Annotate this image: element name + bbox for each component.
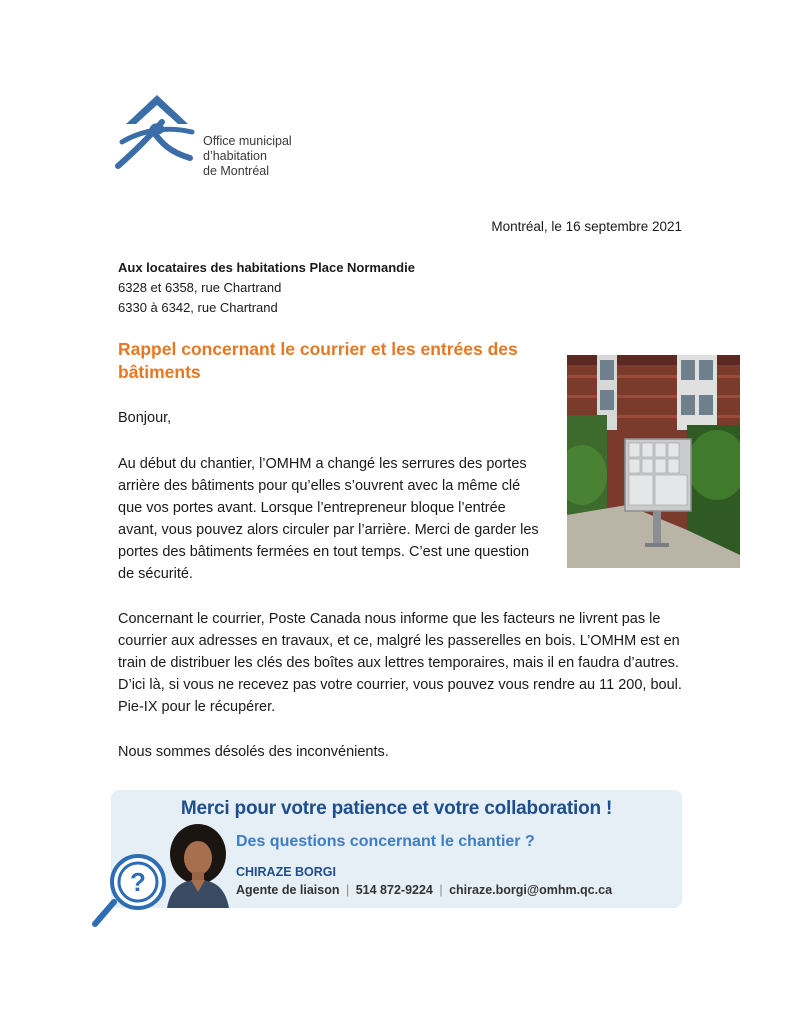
address-block bbox=[118, 258, 415, 318]
banner-title: Merci pour votre patience et votre collaboration ! bbox=[180, 798, 613, 819]
separator: | bbox=[345, 883, 350, 897]
recipients: Aux locataires des habitations Place Normandie bbox=[118, 260, 415, 275]
svg-text:?: ? bbox=[130, 867, 146, 897]
separator: | bbox=[439, 883, 443, 897]
paragraph-doors: Au début du chantier, l’OMHM a changé les serrures des portes arrière des bâtiments pour qu’elles s’ouvrent avec la même clé que vos portes avant. Lorsque l’entrepreneur bloque l’entrée avant, vous pouvez alors circuler par l’arrière. Merci de garder les portes des bâtiments fermées en tout temps. C’est une question de sécurité. bbox=[118, 456, 539, 582]
logo-wordmark bbox=[203, 134, 292, 179]
omhm-logo bbox=[112, 92, 312, 182]
address-line-1: 6328 et 6358, rue Chartrand bbox=[118, 280, 282, 295]
mailbox-photo bbox=[567, 355, 740, 568]
contact-name: CHIRAZE BORGI bbox=[236, 865, 336, 879]
contact-phone[interactable]: 514 872-9224 bbox=[355, 883, 433, 897]
contact-details bbox=[236, 883, 612, 897]
letter-title: Rappel concernant le courrier et les entrées des bâtiments bbox=[118, 339, 518, 382]
logo-line-3: de Montréal bbox=[203, 164, 270, 178]
contact-role: Agente de liaison bbox=[236, 883, 340, 897]
omhm-logo-icon bbox=[112, 92, 202, 177]
contact-email[interactable]: chiraze.borgi@omhm.qc.ca bbox=[449, 883, 613, 897]
logo-line-1: Office municipal bbox=[203, 134, 292, 148]
question-magnifier-icon bbox=[92, 852, 172, 930]
paragraph-mail: Concernant le courrier, Poste Canada nous informe que les facteurs ne livrent pas le courrier aux adresses en travaux, et ce, malgré les passerelles en bois. L’OMHM est en train de distribuer les clés des boîtes aux lettres temporaires, mais il en faudra d’autres. D’ici là, si vous ne recevez pas votre courrier, vous pouvez vous rendre au 11 200, boul. Pie-IX pour le récupérer. bbox=[118, 611, 682, 715]
letter-date: Montréal, le 16 septembre 2021 bbox=[491, 219, 682, 234]
contact-banner bbox=[111, 790, 682, 908]
address-line-2: 6330 à 6342, rue Chartrand bbox=[118, 300, 278, 315]
logo-line-2: d’habitation bbox=[203, 149, 267, 163]
banner-question: Des questions concernant le chantier ? bbox=[236, 833, 535, 850]
contact-portrait bbox=[163, 820, 233, 908]
greeting: Bonjour, bbox=[118, 410, 172, 426]
closing: Nous sommes désolés des inconvénients. bbox=[118, 744, 389, 760]
